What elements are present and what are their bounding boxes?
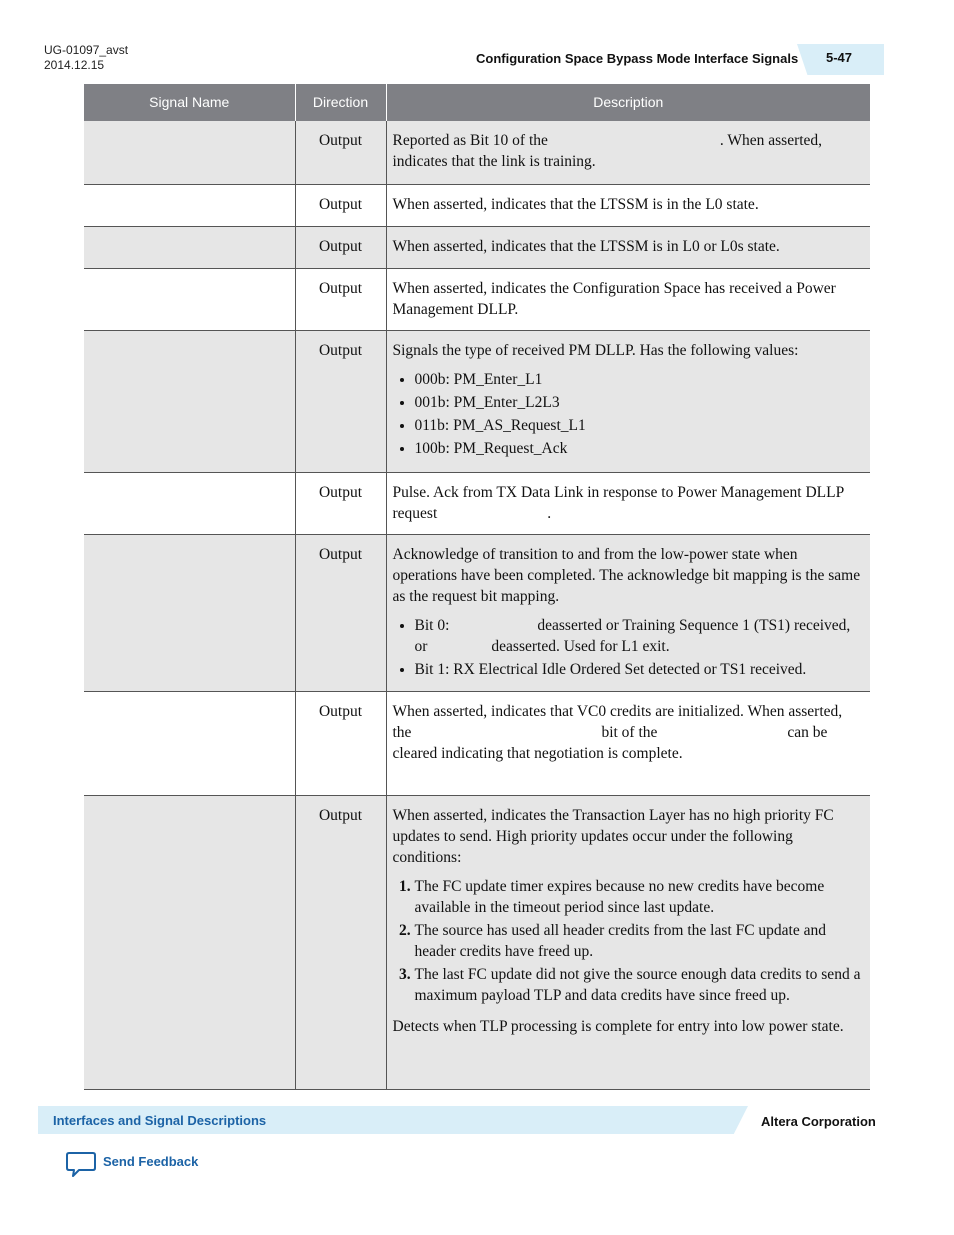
list-item: • 100b: PM_Request_Ack <box>415 438 865 459</box>
list-item: 1. The FC update timer expires because no new credits have become available in the timeout period since last update. <box>415 876 865 918</box>
list-item: • 000b: PM_Enter_L1 <box>415 369 865 390</box>
send-feedback-link[interactable]: Send Feedback <box>103 1154 199 1169</box>
column-header-direction: Direction <box>295 84 386 121</box>
signal-name-cell <box>84 795 295 1089</box>
list-item: • 001b: PM_Enter_L2L3 <box>415 392 865 413</box>
list-item: 3. The last FC update did not give the source enough data credits to send a maximum payload TLP and data credits have since freed up. <box>415 964 865 1006</box>
description-text: Pulse. Ack from TX Data Link in response to Power Management DLLP request . <box>392 483 844 522</box>
table-row <box>84 472 870 534</box>
list-item: • Bit 1: RX Electrical Idle Ordered Set detected or TS1 received. <box>415 659 865 680</box>
table-row <box>84 534 870 691</box>
bullet-list <box>393 369 865 459</box>
description-text: When asserted, indicates the Transaction Layer has no high priority FC updates to send. High priority updates occur under the following conditions: <box>392 806 834 866</box>
direction-cell: Output <box>295 226 386 268</box>
description-cell <box>386 121 870 184</box>
signal-name-cell <box>84 691 295 795</box>
description-text: When asserted, indicates that the LTSSM is in L0 or L0s state. <box>392 237 780 255</box>
footer-section-title: Interfaces and Signal Descriptions <box>53 1113 267 1128</box>
signal-table <box>84 84 870 1090</box>
section-title: Configuration Space Bypass Mode Interface Signals <box>476 51 799 66</box>
direction-cell: Output <box>295 691 386 795</box>
description-text: Acknowledge of transition to and from the low-power state when operations have been completed. The acknowledge bit mapping is the same as the request bit mapping. <box>392 545 861 605</box>
description-cell <box>386 184 870 226</box>
speech-bubble-icon[interactable] <box>65 1150 97 1178</box>
direction-cell: Output <box>295 121 386 184</box>
table-header-row <box>84 84 870 121</box>
table-row <box>84 330 870 472</box>
direction-cell: Output <box>295 268 386 330</box>
description-text: Detects when TLP processing is complete for entry into low power state. <box>392 1017 844 1035</box>
description-cell <box>386 226 870 268</box>
document-id <box>44 43 128 73</box>
list-item: • 011b: PM_AS_Request_L1 <box>415 415 865 436</box>
signal-name-cell <box>84 534 295 691</box>
signal-name-cell <box>84 121 295 184</box>
direction-cell: Output <box>295 534 386 691</box>
column-header-signal-name: Signal Name <box>84 84 295 121</box>
direction-cell: Output <box>295 330 386 472</box>
doc-code: UG-01097_avst <box>44 43 129 57</box>
table-row <box>84 226 870 268</box>
description-cell <box>386 691 870 795</box>
doc-date: 2014.12.15 <box>44 58 105 72</box>
description-text: When asserted, indicates that VC0 credits are initialized. When asserted, the bit of the can be cleared indicating that negotiation is complete. <box>392 702 843 762</box>
description-cell <box>386 472 870 534</box>
description-text: When asserted, indicates that the LTSSM is in the L0 state. <box>392 195 759 213</box>
description-text: When asserted, indicates the Configuration Space has received a Power Management DLLP. <box>392 279 836 318</box>
description-cell <box>386 534 870 691</box>
list-item: • Bit 0: deasserted or Training Sequence 1 (TS1) received, or deasserted. Used for L1 exit. <box>415 615 865 657</box>
table-row <box>84 184 870 226</box>
table-row <box>84 795 870 1089</box>
direction-cell: Output <box>295 184 386 226</box>
direction-cell: Output <box>295 472 386 534</box>
direction-cell: Output <box>295 795 386 1089</box>
description-cell <box>386 330 870 472</box>
bullet-list <box>393 615 865 680</box>
signal-name-cell <box>84 472 295 534</box>
description-cell <box>386 795 870 1089</box>
footer-company: Altera Corporation <box>761 1114 876 1129</box>
table-row <box>84 121 870 184</box>
description-text: Signals the type of received PM DLLP. Has the following values: <box>392 341 799 359</box>
signal-name-cell <box>84 226 295 268</box>
description-cell <box>386 268 870 330</box>
signal-name-cell <box>84 184 295 226</box>
column-header-description: Description <box>386 84 870 121</box>
signal-name-cell <box>84 330 295 472</box>
page-number: 5-47 <box>826 50 853 65</box>
numbered-list <box>393 876 865 1006</box>
table-row <box>84 268 870 330</box>
signal-name-cell <box>84 268 295 330</box>
table-row <box>84 691 870 795</box>
description-text: Reported as Bit 10 of the . When asserted, indicates that the link is training. <box>392 132 823 170</box>
list-item: 2. The source has used all header credits from the last FC update and header credits have freed up. <box>415 920 865 962</box>
